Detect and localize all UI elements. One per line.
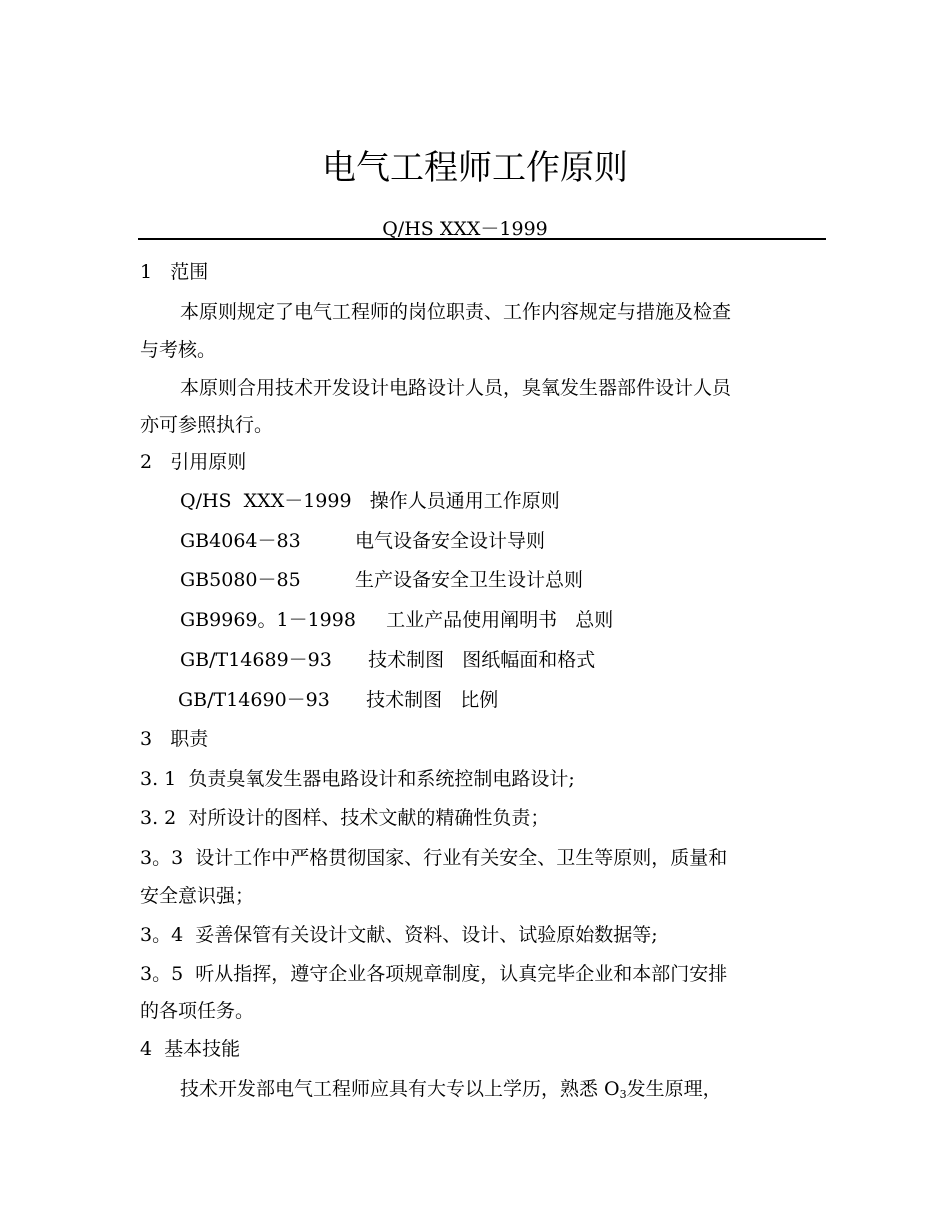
- skills-text-before: 技术开发部电气工程师应具有大专以上学历，熟悉 O: [180, 1078, 620, 1100]
- section-1-heading: 1 范围: [140, 261, 209, 283]
- skills-text-after: 发生原理，: [626, 1078, 722, 1100]
- duty-3-5-line-1: 3。5 听从指挥，遵守企业各项规章制度，认真完毕企业和本部门安排: [140, 963, 728, 985]
- reference-item: GB/T14689－93 技术制图 图纸幅面和格式: [180, 649, 596, 671]
- section-4-heading: 4 基本技能: [140, 1038, 241, 1060]
- duty-3-5-line-2: 的各项任务。: [140, 1000, 255, 1022]
- duty-3-4: 3。4 妥善保管有关设计文献、资料、设计、试验原始数据等;: [140, 924, 658, 946]
- section-2-heading: 2 引用原则: [140, 451, 247, 473]
- reference-item: Q/HS XXX－1999 操作人员通用工作原则: [180, 490, 560, 512]
- scope-paragraph-1-line-1: 本原则规定了电气工程师的岗位职责、工作内容规定与措施及检查: [180, 301, 732, 323]
- ozone-subscript: 3: [619, 1088, 627, 1101]
- scope-paragraph-2-line-1: 本原则合用技术开发设计电路设计人员，臭氧发生器部件设计人员: [180, 377, 732, 399]
- duty-3-3-line-2: 安全意识强；: [140, 885, 255, 907]
- duty-3-2: 3. 2 对所设计的图样、技术文献的精确性负责；: [140, 807, 550, 829]
- duty-3-3-line-1: 3。3 设计工作中严格贯彻国家、行业有关安全、卫生等原则，质量和: [140, 847, 728, 869]
- scope-paragraph-1-line-2: 与考核。: [140, 339, 217, 361]
- skills-paragraph-line-1: [180, 1077, 722, 1107]
- duty-3-1: 3. 1 负责臭氧发生器电路设计和系统控制电路设计;: [140, 768, 575, 790]
- reference-item: GB4064－83 电气设备安全设计导则: [180, 530, 546, 552]
- reference-item: GB5080－85 生产设备安全卫生设计总则: [180, 569, 584, 591]
- document-title: 电气工程师工作原则: [322, 148, 628, 188]
- scope-paragraph-2-line-2: 亦可参照执行。: [140, 414, 274, 436]
- reference-item: GB/T14690－93 技术制图 比例: [178, 689, 499, 711]
- document-number: Q/HS XXX－1999: [382, 218, 548, 240]
- header-rule: [138, 238, 826, 240]
- section-3-heading: 3 职责: [140, 728, 209, 750]
- reference-item: GB9969。1－1998 工业产品使用阐明书 总则: [180, 609, 614, 631]
